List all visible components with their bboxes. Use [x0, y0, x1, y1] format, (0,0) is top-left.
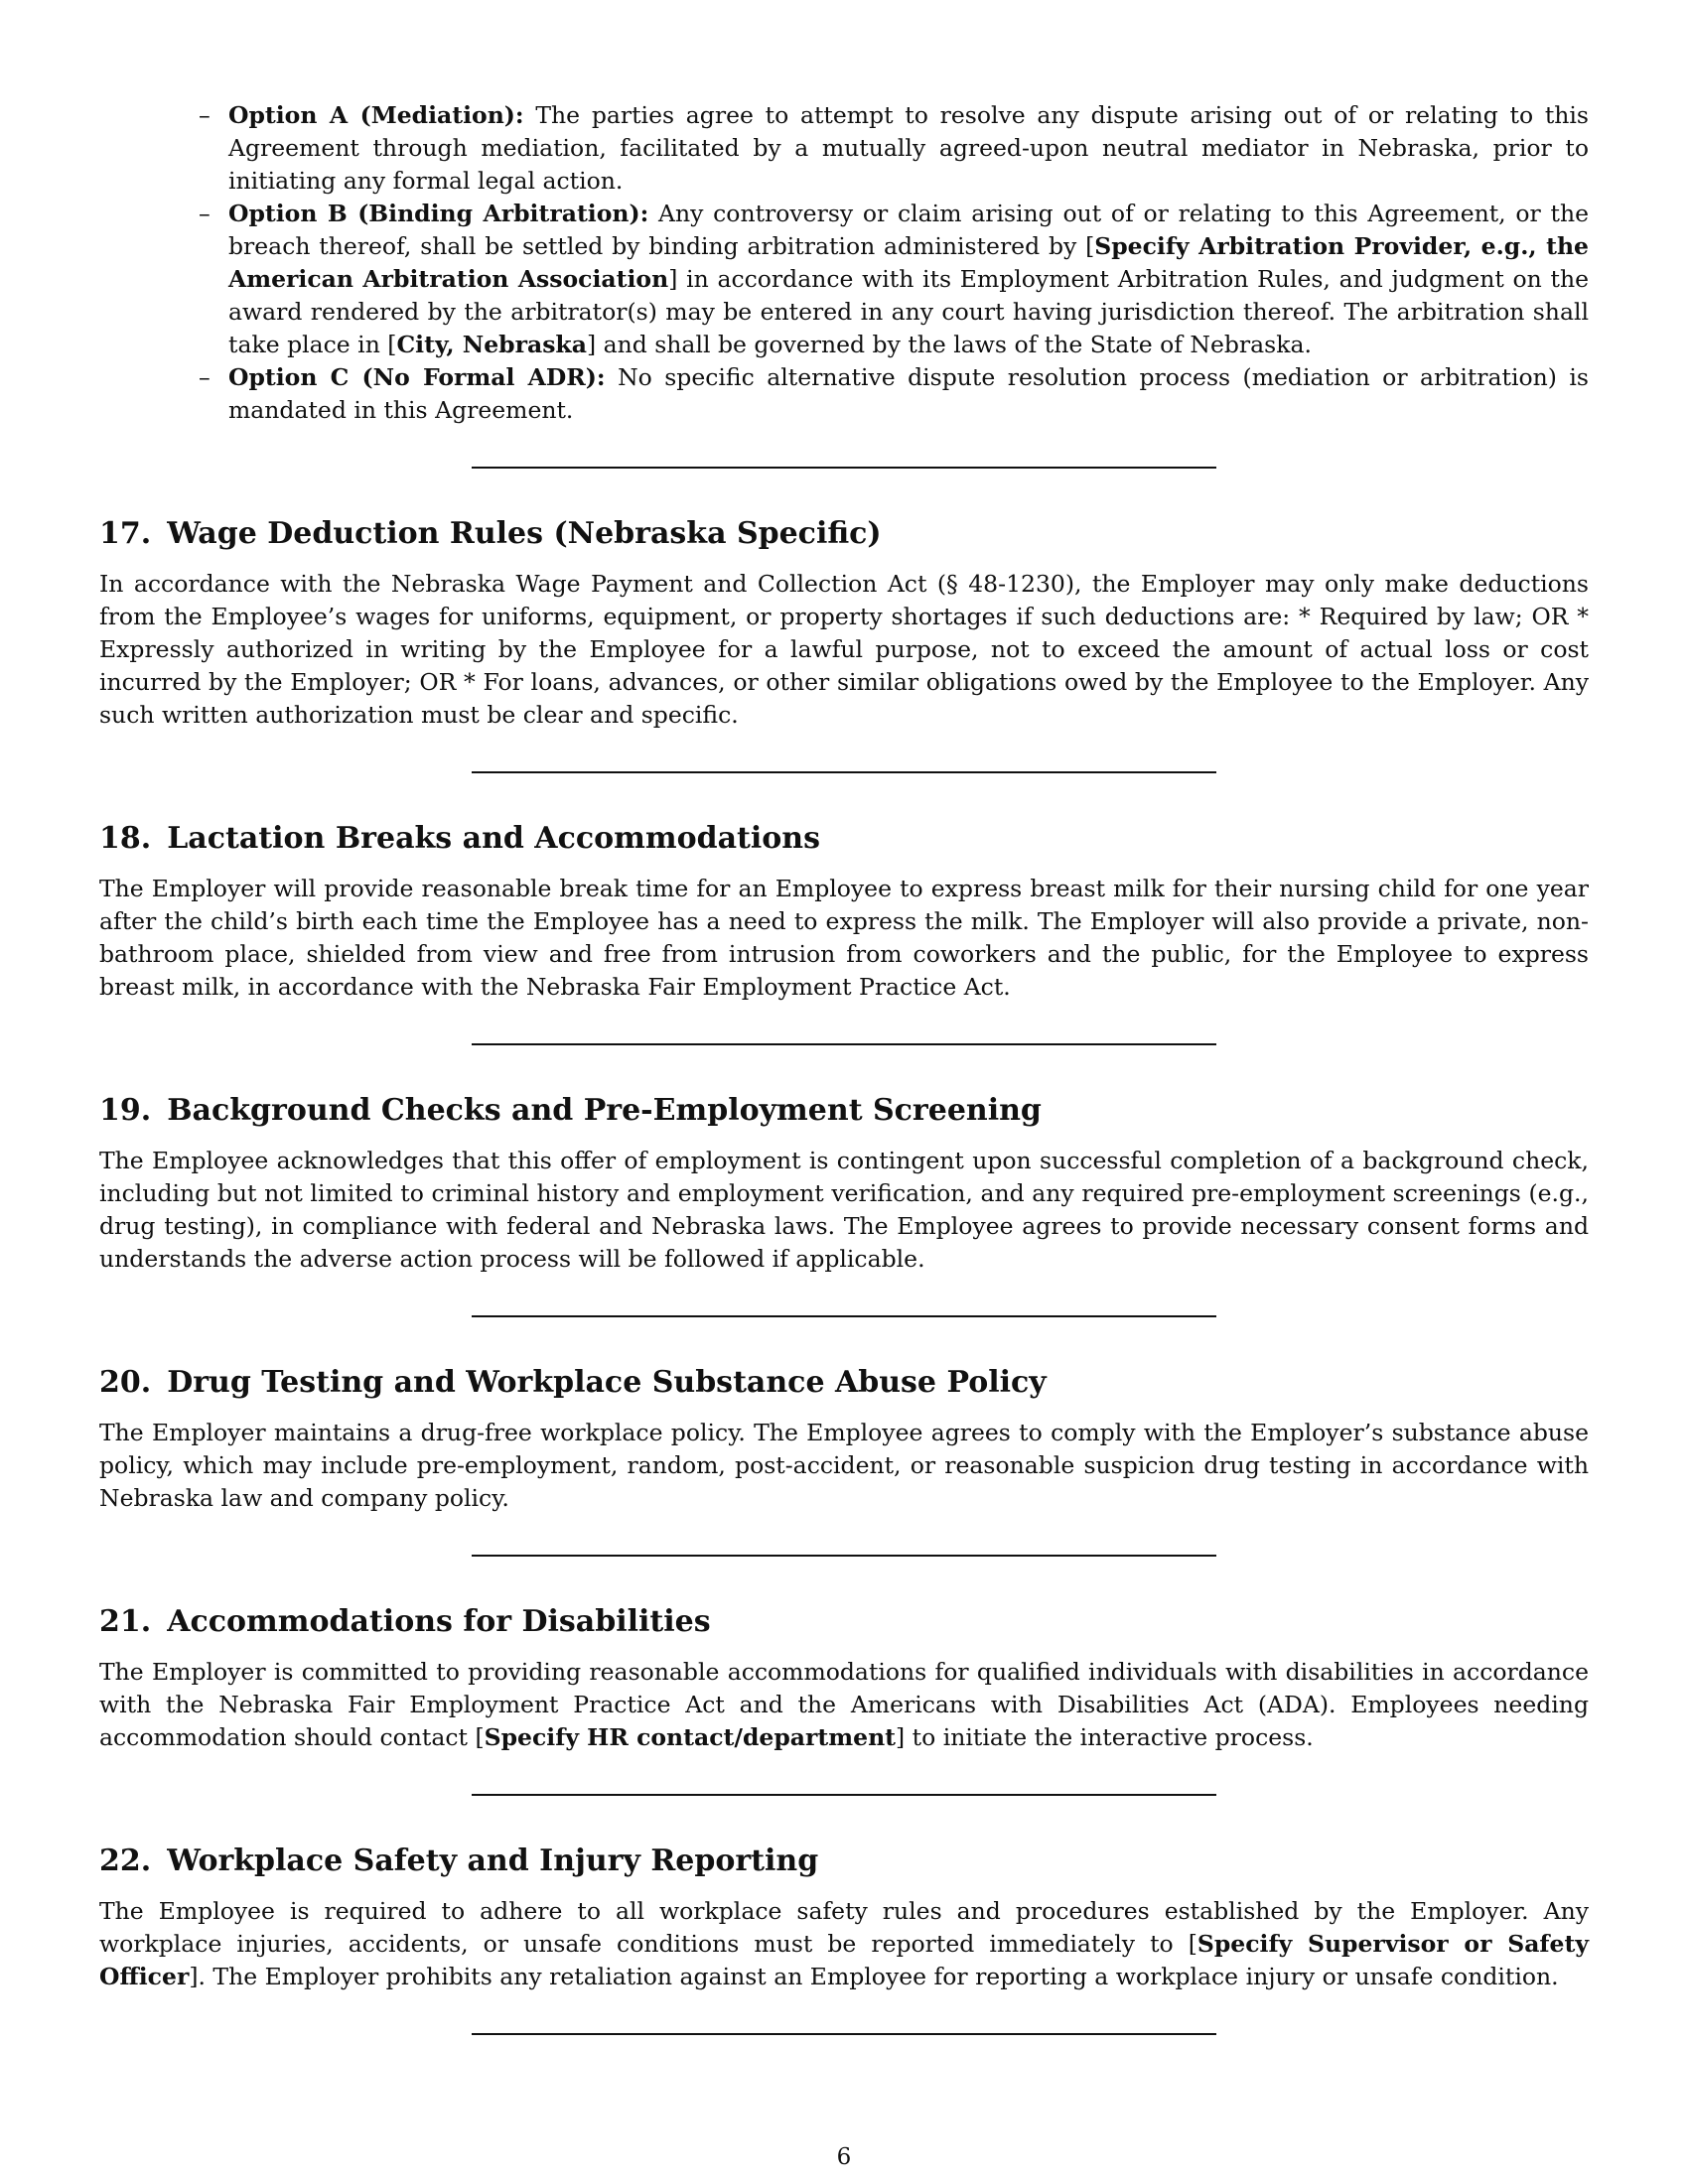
section-number: 20. [99, 1365, 152, 1400]
list-dash: – [199, 363, 211, 391]
option-c-label: Option C (No Formal ADR): [228, 363, 606, 391]
section-title: Accommodations for Disabilities [167, 1604, 711, 1639]
option-b-label: Option B (Binding Arbitration): [228, 200, 649, 227]
section-number: 21. [99, 1604, 152, 1639]
section-divider [472, 1794, 1216, 1796]
section-heading [99, 1843, 1589, 1879]
option-b-text-1: Any controversy or claim arising out of or relating to this Agreement, or the breach thereof, shall be settled by binding arbitration administered by [ [228, 200, 1589, 260]
section-heading [99, 1365, 1589, 1401]
option-a-label: Option A (Mediation): [228, 101, 524, 129]
section-divider [472, 467, 1216, 469]
section-18 [99, 821, 1589, 1004]
section-title: Workplace Safety and Injury Reporting [167, 1843, 819, 1878]
section-body: The Employer maintains a drug-free workplace policy. The Employee agrees to comply with the Employer’s substance abuse policy, which may include pre-employment, random, post-accident, or reasonable suspicion drug testing in accordance with Nebraska law and company policy. [99, 1419, 1589, 1512]
city-placeholder: City, Nebraska [396, 331, 587, 358]
list-dash: – [199, 101, 211, 129]
section-number: 22. [99, 1843, 152, 1878]
section-number: 17. [99, 516, 152, 551]
section-divider [472, 1555, 1216, 1557]
section-body [99, 1656, 1589, 1754]
section-body-part-2: ]. The Employer prohibits any retaliation against an Employee for reporting a workplace injury or unsafe condition. [189, 1963, 1559, 1990]
section-heading [99, 821, 1589, 857]
section-19 [99, 1093, 1589, 1276]
section-divider [472, 771, 1216, 773]
section-22 [99, 1843, 1589, 1993]
option-a-text: The parties agree to attempt to resolve any dispute arising out of or relating to this Agreement through mediation, facilitated by a mutually agreed-upon neutral mediator in Nebraska, prior to initiating any formal legal action. [228, 101, 1589, 195]
section-body: In accordance with the Nebraska Wage Payment and Collection Act (§ 48-1230), the Employer may only make deductions from the Employee’s wages for uniforms, equipment, or property shortages if such deductions are: * Required by law; OR * Expressly authorized in writing by the Employee for a lawful purpose, not to exceed the amount of actual loss or cost incurred by the Employer; OR * For loans, advances, or other similar obligations owed by the Employee to the Employer. Any such written authorization must be clear and specific. [99, 570, 1589, 729]
hr-contact-placeholder: Specify HR contact/department [484, 1723, 897, 1751]
section-body [99, 1895, 1589, 1993]
section-title: Drug Testing and Workplace Substance Abuse Policy [167, 1365, 1047, 1400]
section-body: The Employer will provide reasonable break time for an Employee to express breast milk for their nursing child for one year after the child’s birth each time the Employee has a need to express the milk. The Employer will also provide a private, non-bathroom place, shielded from view and free from intrusion from coworkers and the public, for the Employee to express breast milk, in accordance with the Nebraska Fair Employment Practice Act. [99, 875, 1589, 1001]
section-20 [99, 1365, 1589, 1515]
section-divider [472, 2033, 1216, 2035]
section-number: 18. [99, 821, 152, 856]
section-body-part-1: The Employer is committed to providing reasonable accommodations for qualified individuals with disabilities in accordance with the Nebraska Fair Employment Practice Act and the Americans with Disabilities Act (ADA). Employees needing accommodation should contact [ [99, 1658, 1589, 1751]
section-heading [99, 1604, 1589, 1640]
section-heading [99, 1093, 1589, 1129]
safety-officer-placeholder: Specify Supervisor or Safety Officer [99, 1930, 1590, 1990]
option-b-text-3: ] and shall be governed by the laws of the State of Nebraska. [586, 331, 1312, 358]
page-number: 6 [836, 2144, 852, 2170]
document-page [99, 99, 1589, 2083]
section-divider [472, 1315, 1216, 1317]
option-a-item [199, 99, 1589, 198]
section-21 [99, 1604, 1589, 1754]
list-dash: – [199, 200, 211, 227]
section-body-part-2: ] to initiate the interactive process. [896, 1723, 1314, 1751]
section-number: 19. [99, 1093, 152, 1128]
section-heading [99, 516, 1589, 552]
section-title: Wage Deduction Rules (Nebraska Specific) [167, 516, 882, 551]
arbitration-provider-placeholder: Specify Arbitration Provider, e.g., the American Arbitration Association [228, 232, 1589, 293]
section-divider [472, 1043, 1216, 1045]
section-title: Background Checks and Pre-Employment Screening [167, 1093, 1042, 1128]
option-b-text-2: ] in accordance with its Employment Arbitration Rules, and judgment on the award rendered by the arbitrator(s) may be entered in any court having jurisdiction thereof. The arbitration shall take place in [ [228, 265, 1589, 358]
section-title: Lactation Breaks and Accommodations [167, 821, 820, 856]
option-c-text: No specific alternative dispute resolution process (mediation or arbitration) is mandated in this Agreement. [228, 363, 1589, 424]
section-17 [99, 516, 1589, 732]
option-b-item [199, 198, 1589, 361]
section-body-part-1: The Employee is required to adhere to all workplace safety rules and procedures established by the Employer. Any workplace injuries, accidents, or unsafe conditions must be reported immediately to [ [99, 1897, 1589, 1958]
option-c-item [199, 361, 1589, 427]
section-body: The Employee acknowledges that this offer of employment is contingent upon successful completion of a background check, including but not limited to criminal history and employment verification, and any required pre-employment screenings (e.g., drug testing), in compliance with federal and Nebraska laws. The Employee agrees to provide necessary consent forms and understands the adverse action process will be followed if applicable. [99, 1147, 1589, 1273]
adr-options-list [99, 99, 1589, 427]
